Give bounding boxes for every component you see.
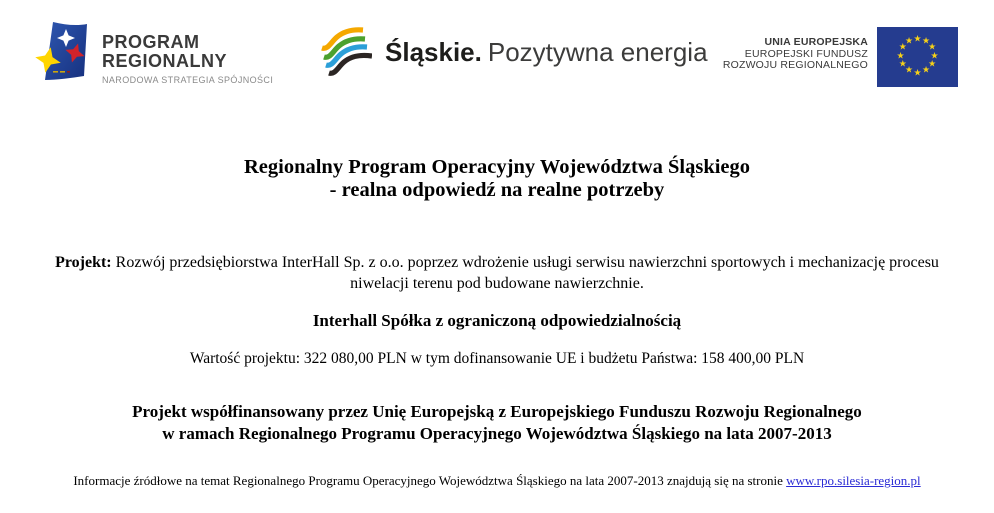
waves-icon	[320, 27, 372, 77]
footer-note	[0, 473, 994, 489]
project-line2: niwelacji terenu pod budowane nawierzchnie.	[350, 275, 644, 292]
eu-star-icon: ★	[898, 42, 907, 53]
cofinance-statement	[0, 401, 994, 444]
eu-star-icon: ★	[928, 59, 937, 70]
eu-star-icon: ★	[898, 59, 907, 70]
logo-eu	[723, 27, 958, 87]
program-regionalny-line1: PROGRAM	[102, 32, 200, 52]
eu-star-icon: ★	[896, 51, 905, 61]
program-regionalny-subtitle: NARODOWA STRATEGIA SPÓJNOŚCI	[102, 75, 274, 85]
project-label: Projekt:	[55, 254, 112, 271]
eu-star-icon: ★	[921, 36, 931, 47]
eu-star-icon: ★	[913, 34, 922, 44]
project-description	[0, 252, 994, 294]
title-line1: Regionalny Program Operacyjny Województwa Śląskiego	[243, 156, 751, 178]
slaskie-tagline: Pozytywna energia	[487, 36, 708, 67]
logo-program-regionalny	[38, 20, 273, 85]
eu-star-icon: ★	[904, 65, 914, 76]
cofinance-line2: w ramach Regionalnego Programu Operacyjnego Województwa Śląskiego na lata 2007-2013	[162, 423, 832, 443]
nss-flag-icon	[38, 20, 92, 82]
eu-star-icon: ★	[921, 65, 931, 76]
eu-line1: UNIA EUROPEJSKA	[764, 36, 868, 48]
slaskie-brand: Śląskie.	[385, 36, 482, 67]
eu-star-icon: ★	[904, 36, 914, 47]
project-line1: Projekt: Rozwój przedsiębiorstwa InterHall Sp. z o.o. poprzez wdrożenie usługi serwisu nawierzchni sportowych i mechanizację procesu	[55, 254, 939, 271]
eu-line2: EUROPEJSKI FUNDUSZ	[744, 47, 868, 60]
eu-line3: ROZWOJU REGIONALNEGO	[722, 59, 868, 71]
footer-link[interactable]: www.rpo.silesia-region.pl	[786, 473, 921, 488]
footer-text: Informacje źródłowe na temat Regionalnego Programu Operacyjnego Województwa Śląskiego na lata 2007-2013 znajdują się na stronie	[73, 473, 787, 488]
cofinance-line1: Projekt współfinansowany przez Unię Europejską z Europejskiego Funduszu Rozwoju Regionalnego	[132, 402, 862, 421]
eu-star-icon: ★	[928, 42, 937, 53]
title-line2: - realna odpowiedź na realne potrzeby	[329, 179, 665, 201]
eu-star-icon: ★	[930, 51, 939, 61]
eu-star-icon: ★	[913, 68, 922, 78]
project-value: Wartość projektu: 322 080,00 PLN w tym dofinansowanie UE i budżetu Państwa: 158 400,00 PLN	[189, 350, 805, 367]
program-regionalny-line2: REGIONALNY	[102, 51, 228, 71]
page-title	[0, 156, 994, 202]
logo-slaskie	[320, 27, 708, 77]
beneficiary-name: Interhall Spółka z ograniczoną odpowiedzialnością	[312, 311, 682, 330]
eu-flag-icon	[877, 27, 958, 87]
